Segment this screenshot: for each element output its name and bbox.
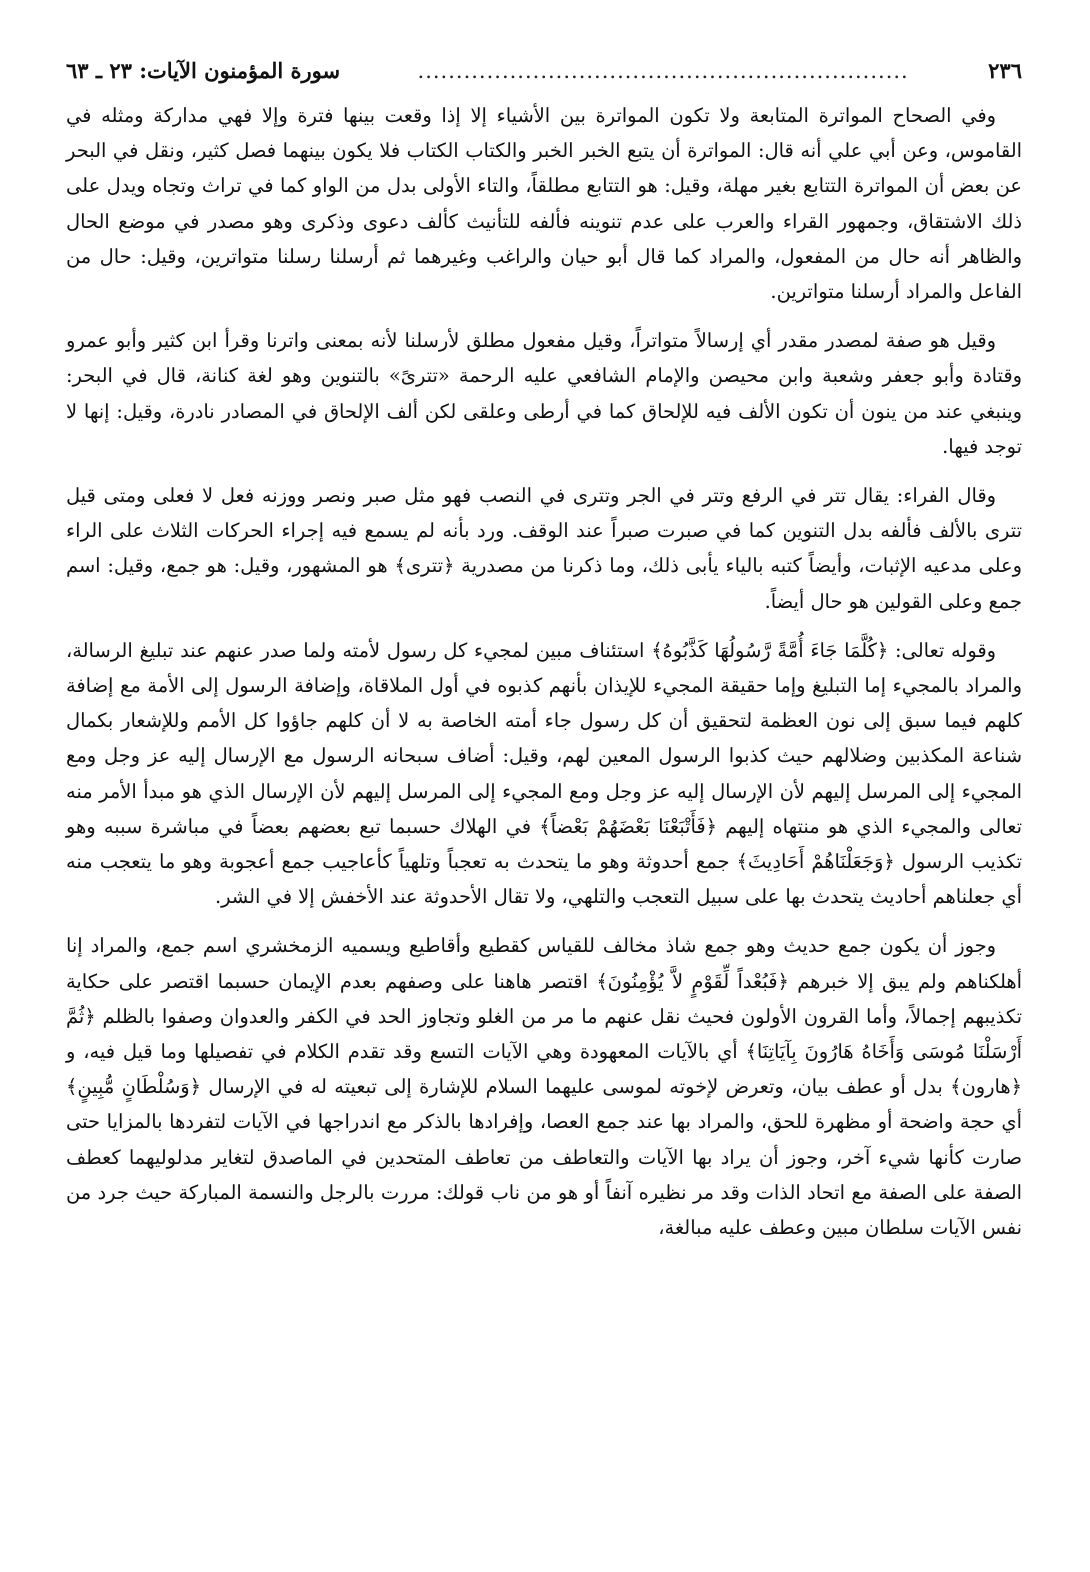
running-header xyxy=(66,56,1022,88)
paragraph-2: وقيل هو صفة لمصدر مقدر أي إرسالاً متواتراً، وقيل مفعول مطلق لأرسلنا لأنه بمعنى واترنا وقرأ ابن كثير وأبو عمرو وقتادة وأبو جعفر وشعبة وابن محيصن والإمام الشافعي عليه الرحمة «تترىً» بالتنوين وهو لغة كنانة، قال في البحر: وينبغي عند من ينون أن تكون الألف فيه للإلحاق كما في أرطى وعلقى لكن ألف الإلحاق في المصادر نادرة، وقيل: إنها لا توجد فيها. xyxy=(66,329,1022,458)
paragraph-5: وجوز أن يكون جمع حديث وهو جمع شاذ مخالف للقياس كقطيع وأقاطيع ويسميه الزمخشري اسم جمع، والمراد إنا أهلكناهم ولم يبق إلا خبرهم ﴿فَبُعْداً لِّقَوْمٍ لاَّ يُؤْمِنُونَ﴾ اقتصر هاهنا على وصفهم بعدم الإيمان حسبما اقتصر على حكاية تكذيبهم إجمالاً، وأما القرون الأولون فحيث نقل عنهم ما مر من الغلو وتجاوز الحد في الكفر والعدوان وصفوا بالظلم ﴿ثُمَّ أَرْسَلْنَا مُوسَى وَأَخَاهُ هَارُونَ بِآيَاتِنَا﴾ أي بالآيات المعهودة وهي الآيات التسع وقد تقدم الكلام في تفصيلها وما قيل فيه، و ﴿هارون﴾ بدل أو عطف بيان، وتعرض لإخوته لموسى عليهما السلام للإشارة إلى تبعيته له في الإرسال ﴿وَسُلْطَانٍ مُّبِينٍ﴾ أي حجة واضحة أو مظهرة للحق، والمراد بها عند جمع العصا، وإفرادها بالذكر مع اندراجها في الآيات لتفردها بالمزايا حتى صارت كأنها شيء آخر، وجوز أن يراد بها الآيات والتعاطف من تعاطف المتحدين في الماصدق لتغاير مدلوليهما كعطف الصفة على الصفة مع اتحاد الذات وقد مر نظيره آنفاً أو هو من ناب قولك: مررت بالرجل والنسمة المباركة حيث جرد من نفس الآيات سلطان مبين وعطف عليه مبالغة، xyxy=(66,934,1022,1240)
leader-dots: ................................................................ xyxy=(417,59,909,83)
body-text xyxy=(66,98,1022,1245)
surah-title: سورة المؤمنون الآيات: ٢٣ ـ ٦٣ xyxy=(66,58,341,83)
paragraph-4: وقوله تعالى: ﴿كُلَّمَا جَاءَ أُمَّةً رَّسُولُهَا كَذَّبُوهُ﴾ استئناف مبين لمجيء كل رسول لأمته ولما صدر عنهم عند تبليغ الرسالة، والمراد بالمجيء إما التبليغ وإما حقيقة المجيء للإيذان بأنهم كذبوه في أول الملاقاة، وإضافة الرسول إلى الأمة مع إضافة كلهم فيما سبق إلى نون العظمة لتحقيق أن كل رسول جاء أمته الخاصة به لا أن كلهم جاؤوا كل الأمم وللإشعار بكمال شناعة المكذبين وضلالهم حيث كذبوا الرسول المعين لهم، وقيل: أضاف سبحانه الرسول مع الإرسال إليه عز وجل ومع المجيء إلى المرسل إليهم لأن الإرسال إليه عز وجل ومع المجيء إلى المرسل إليهم لأن الإرسال الذي هو مبدأ الأمر منه تعالى والمجيء الذي هو منتهاه إليهم ﴿فَأَتْبَعْنَا بَعْضَهُمْ بَعْضاً﴾ في الهلاك حسبما تبع بعضهم بعضاً في مباشرة سببه وهو تكذيب الرسول ﴿وَجَعَلْنَاهُمْ أَحَادِيثَ﴾ جمع أحدوثة وهو ما يتحدث به تعجباً وتلهياً كأعاجيب جمع أعجوبة وهو ما يتعجب منه أي جعلناهم أحاديث يتحدث بها على سبيل التعجب والتلهي، ولا تقال الأحدوثة عند الأخفش إلا في الشر. xyxy=(66,638,1022,909)
paragraph-1: وفي الصحاح المواترة المتابعة ولا تكون المواترة بين الأشياء إلا إذا وقعت بينها فترة وإلا فهي مداركة ومثله في القاموس، وعن أبي علي أنه قال: المواترة أن يتبع الخبر الخبر والكتاب الكتاب فلا يكون بينهما فصل كثير، ونقل في البحر عن بعض أن المواترة التتابع بغير مهلة، وقيل: هو التتابع مطلقاً، والتاء الأولى بدل من الواو كما في تراث وتجاه ويدل على ذلك الاشتقاق، وجمهور القراء والعرب على عدم تنوينه فألفه للتأنيث كألف دعوى وذكرى وهو مصدر في موضع الحال والظاهر أنه حال من المفعول، والمراد كما قال أبو حيان والراغب وغيرهما ثم أرسلنا رسلنا متواترين، وقيل: حال من الفاعل والمراد أرسلنا متواترين. xyxy=(66,104,1022,304)
page-number: ٢٣٦ xyxy=(988,58,1022,83)
paragraph-3: وقال الفراء: يقال تتر في الرفع وتتر في الجر وتترى في النصب فهو مثل صبر ونصر ووزنه فعل لا فعلى ومتى قيل تترى بالألف فألفه بدل التنوين كما في صبرت صبراً عند الوقف. ورد بأنه لم يسمع فيه إجراء الحركات الثلاث على الراء وعلى مدعيه الإثبات، وأيضاً كتبه بالياء يأبى ذلك، وما ذكرنا من مصدرية ﴿تترى﴾ هو المشهور، وقيل: هو جمع، وقيل: اسم جمع وعلى القولين هو حال أيضاً. xyxy=(66,484,1022,613)
book-page xyxy=(66,56,1022,1552)
